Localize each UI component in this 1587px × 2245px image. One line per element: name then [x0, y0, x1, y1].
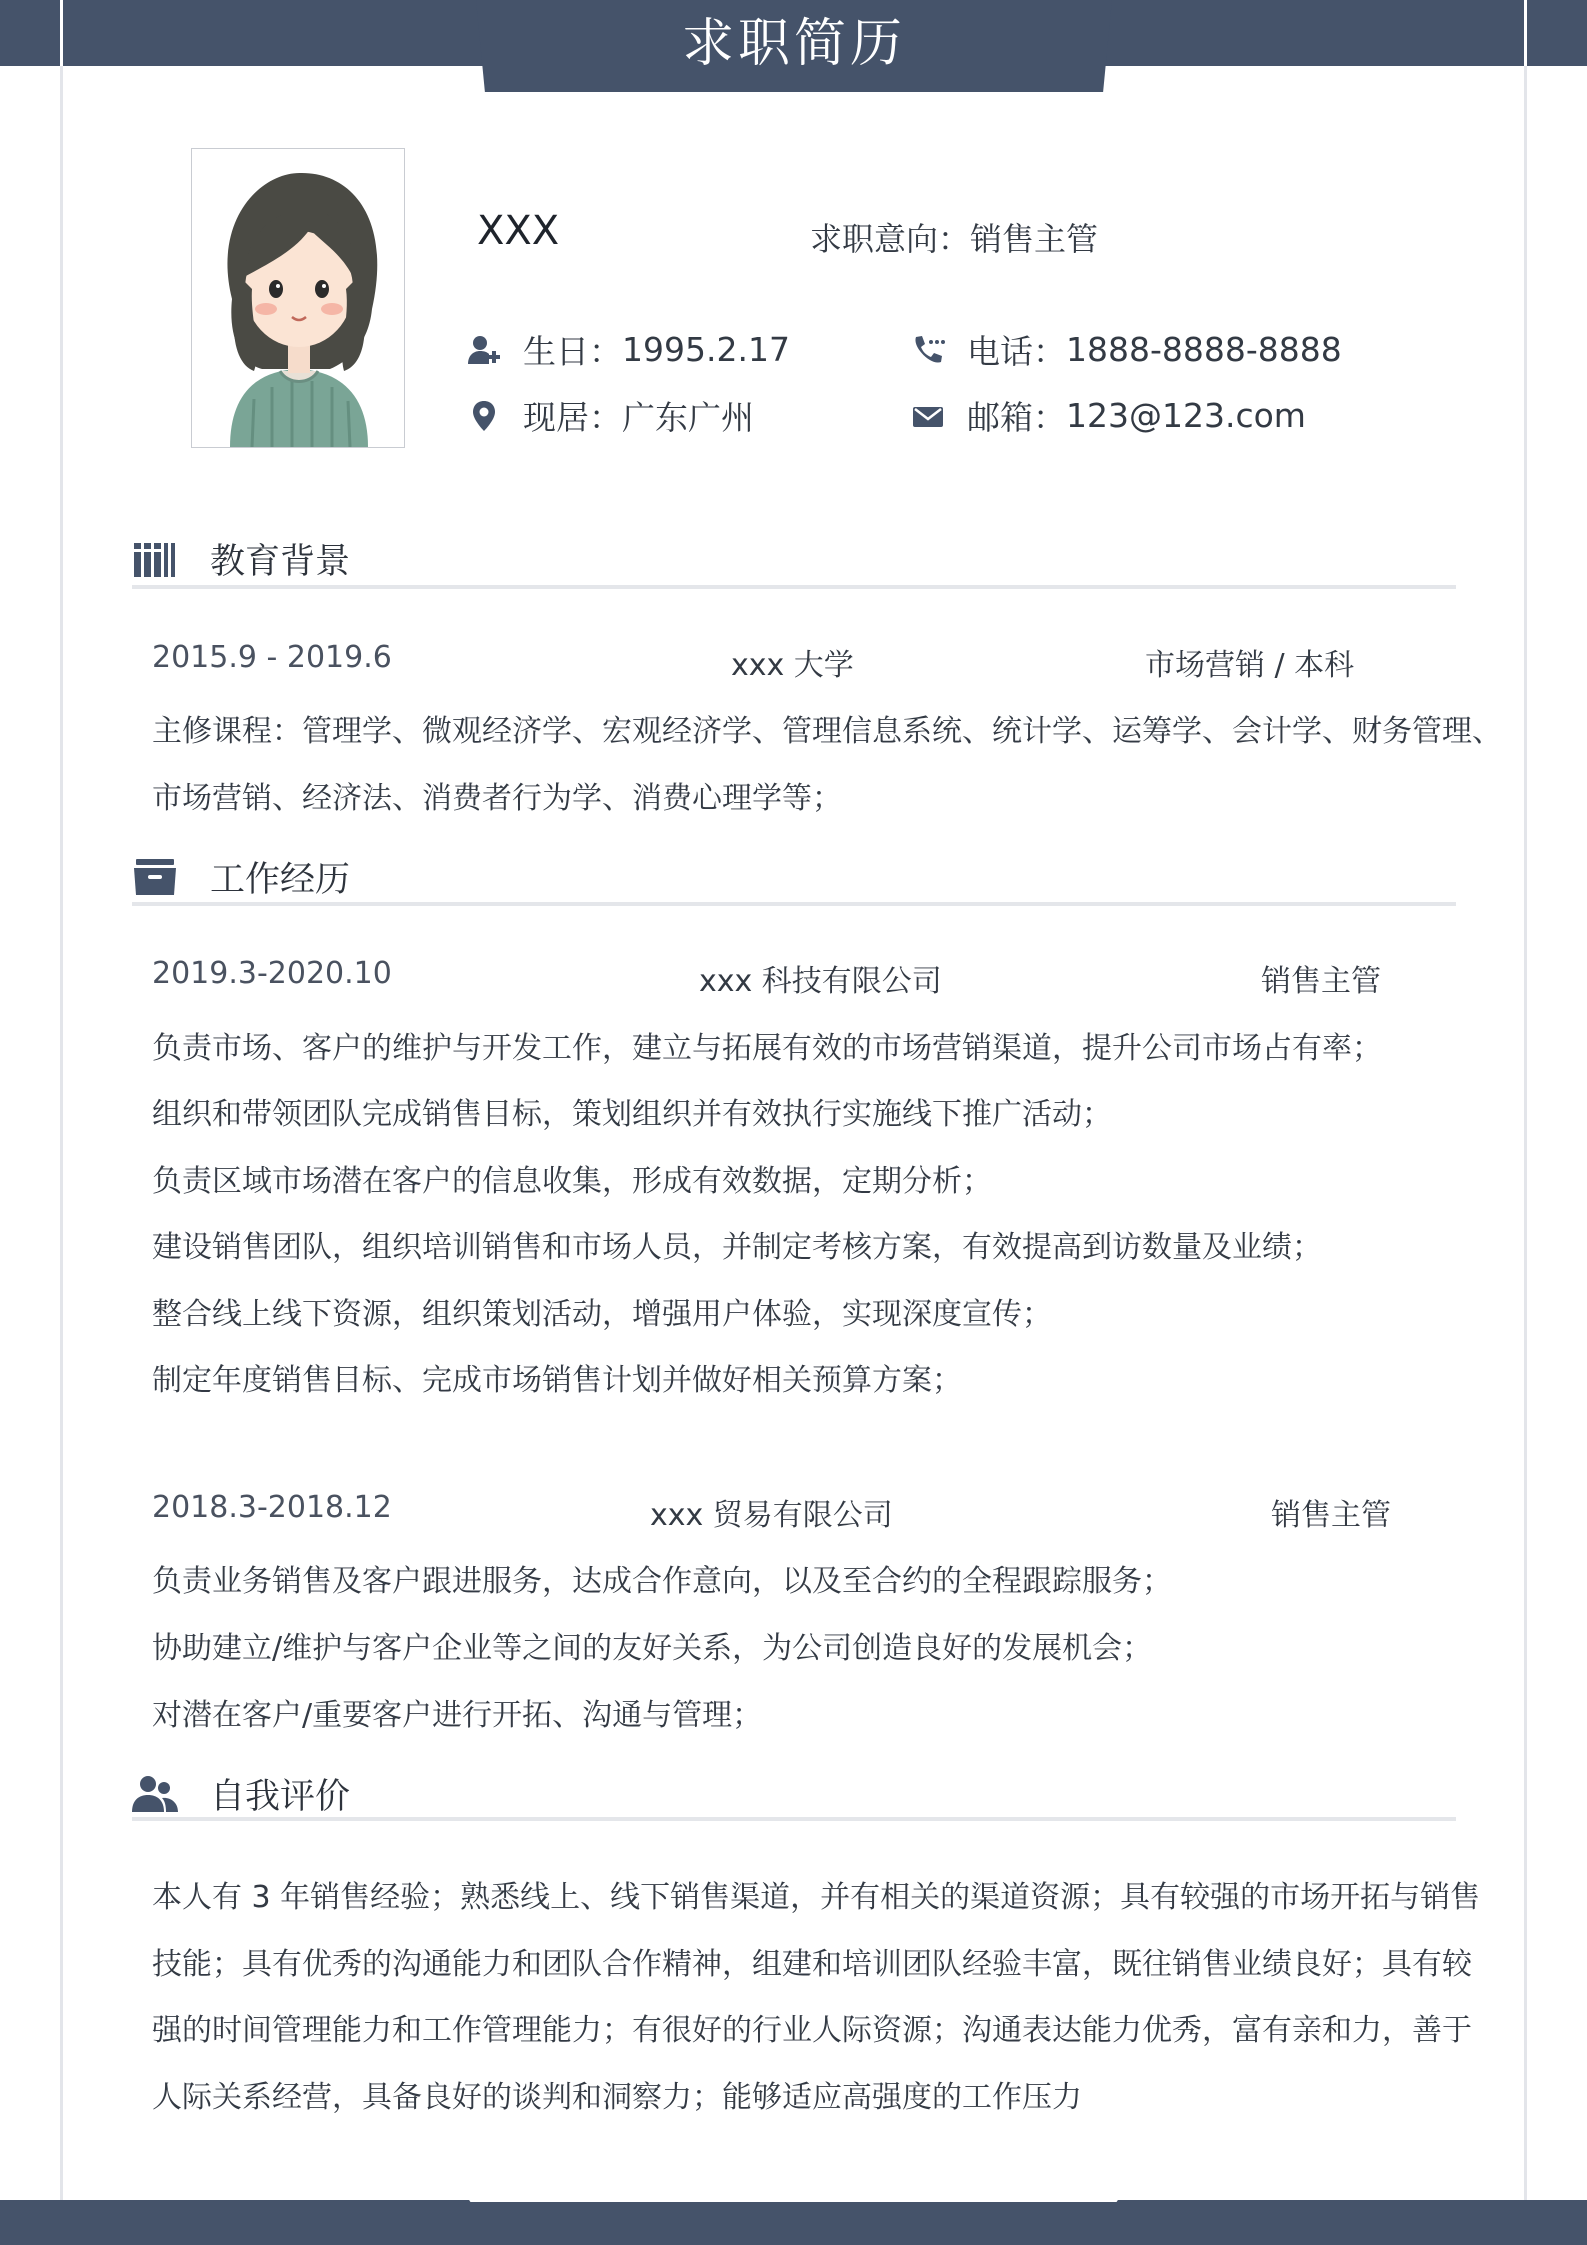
job1-position: 销售主管 — [1261, 964, 1381, 999]
education-date: 2015.9 - 2019.6 — [152, 640, 392, 675]
self-eval-title: 自我评价 — [210, 1777, 351, 1817]
job1-company: xxx 科技有限公司 — [699, 964, 942, 999]
education-section-header — [132, 534, 350, 584]
work-title: 工作经历 — [210, 860, 351, 900]
job2-position: 销售主管 — [1271, 1498, 1391, 1533]
birthday-label: 生日： — [523, 332, 622, 371]
phone-row — [911, 326, 1342, 373]
page-frame-right — [1524, 0, 1527, 2245]
birthday-row — [467, 326, 790, 373]
job-intent-value: 销售主管 — [970, 220, 1099, 258]
job1-duty: 负责区域市场潜在客户的信息收集，形成有效数据，定期分析； — [152, 1164, 992, 1199]
email-row — [911, 392, 1306, 439]
job-intent — [810, 214, 1098, 260]
footer-band — [0, 2200, 1587, 2245]
footer-notch — [457, 2182, 1130, 2202]
job1-duty: 制定年度销售目标、完成市场销售计划并做好相关预算方案； — [152, 1363, 962, 1398]
job1-duty: 组织和带领团队完成销售目标，策划组织并有效执行实施线下推广活动； — [152, 1097, 1112, 1132]
header-band-gap-left — [60, 0, 63, 66]
job2-company: xxx 贸易有限公司 — [650, 1498, 893, 1533]
page-title: 求职简历 — [681, 14, 906, 74]
education-major: 市场营销 / 本科 — [1145, 648, 1355, 683]
self-eval-line: 技能；具有优秀的沟通能力和团队合作精神，组建和培训团队经验丰富，既往销售业绩良好；具有较 — [152, 1947, 1472, 1982]
header-band-gap-right — [1524, 0, 1527, 66]
mail-icon — [911, 399, 945, 433]
users-icon — [132, 1774, 178, 1814]
job1-date: 2019.3-2020.10 — [152, 956, 392, 991]
phone-label: 电话： — [967, 332, 1066, 371]
education-divider — [132, 585, 1456, 589]
education-courses-line1: 主修课程：管理学、微观经济学、宏观经济学、管理信息系统、统计学、运筹学、会计学、财务管理、 — [152, 714, 1502, 749]
page-frame-left — [60, 0, 63, 2245]
job1-duty: 负责市场、客户的维护与开发工作，建立与拓展有效的市场营销渠道，提升公司市场占有率； — [152, 1031, 1382, 1066]
education-courses-line2: 市场营销、经济法、消费者行为学、消费心理学等； — [152, 781, 842, 816]
job2-duty: 对潜在客户/重要客户进行开拓、沟通与管理； — [152, 1698, 763, 1733]
job2-duty: 负责业务销售及客户跟进服务，达成合作意向，以及至合约的全程跟踪服务； — [152, 1564, 1172, 1599]
self-eval-divider — [132, 1817, 1456, 1821]
self-eval-line: 人际关系经营，具备良好的谈判和洞察力；能够适应高强度的工作压力 — [152, 2080, 1082, 2115]
location-pin-icon — [467, 399, 501, 433]
birthday-value: 1995.2.17 — [622, 330, 790, 369]
phone-icon — [911, 333, 945, 367]
candidate-name: XXX — [477, 208, 560, 254]
job-intent-label: 求职意向： — [810, 220, 971, 258]
job1-duty: 整合线上线下资源，组织策划活动，增强用户体验，实现深度宣传； — [152, 1297, 1052, 1332]
residence-row — [467, 392, 754, 439]
books-icon — [132, 539, 178, 579]
job1-duty: 建设销售团队，组织培训销售和市场人员，并制定考核方案，有效提高到访数量及业绩； — [152, 1230, 1322, 1265]
avatar-illustration — [192, 149, 404, 447]
user-add-icon — [467, 333, 501, 367]
education-school: xxx 大学 — [731, 648, 854, 683]
residence-value: 广东广州 — [622, 398, 754, 437]
phone-value: 1888-8888-8888 — [1066, 330, 1342, 369]
avatar-photo — [191, 148, 405, 448]
briefcase-icon — [132, 857, 178, 897]
job2-date: 2018.3-2018.12 — [152, 1490, 392, 1525]
job2-duty: 协助建立/维护与客户企业等之间的友好关系，为公司创造良好的发展机会； — [152, 1631, 1153, 1666]
email-value: 123@123.com — [1066, 396, 1306, 435]
self-eval-line: 强的时间管理能力和工作管理能力；有很好的行业人际资源；沟通表达能力优秀，富有亲和力，善于 — [152, 2013, 1472, 2048]
residence-label: 现居： — [523, 398, 622, 437]
work-section-header — [132, 852, 350, 902]
work-divider — [132, 902, 1456, 906]
self-eval-line: 本人有 3 年销售经验；熟悉线上、线下销售渠道，并有相关的渠道资源；具有较强的市场开拓与销售 — [152, 1880, 1481, 1915]
self-eval-section-header — [132, 1769, 350, 1819]
email-label: 邮箱： — [967, 398, 1066, 437]
education-title: 教育背景 — [210, 542, 351, 582]
